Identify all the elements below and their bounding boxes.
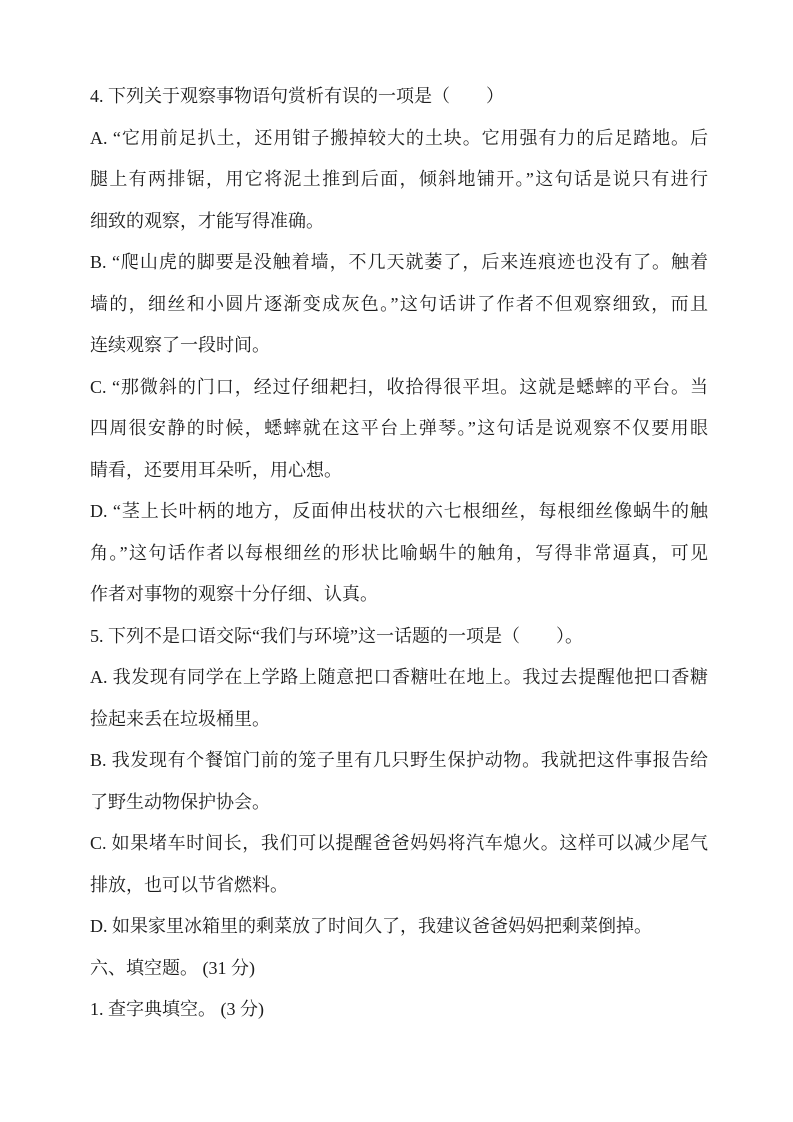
section-6-item-1: 1. 查字典填空。 (3 分) — [90, 999, 264, 1019]
text-block — [90, 76, 708, 1031]
q4-option-a-line-2: 腿上有两排锯，用它将泥土推到后面，倾斜地铺开。”这句话是说只有进行 — [90, 169, 708, 189]
q4-option-c-line-1: C. “那微斜的门口，经过仔细耙扫，收拾得很平坦。这就是蟋蟀的平台。当 — [90, 376, 708, 397]
q5-option-c-line-1: C. 如果堵车时间长，我们可以提醒爸爸妈妈将汽车熄火。这样可以减少尾气 — [90, 833, 708, 853]
q5-option-d: D. 如果家里冰箱里的剩菜放了时间久了，我建议爸爸妈妈把剩菜倒掉。 — [90, 916, 652, 936]
q4-option-b-line-3: 连续观察了一段时间。 — [90, 335, 270, 355]
section-6-heading: 六、填空题。 (31 分) — [90, 957, 255, 978]
q5-option-a-line-1: A. 我发现有同学在上学路上随意把口香糖吐在地上。我过去提醒他把口香糖 — [90, 667, 708, 687]
q4-stem: 4. 下列关于观察事物语句赏析有误的一项是（ ） — [90, 86, 504, 106]
q4-option-c-line-2: 四周很安静的时候，蟋蟀就在这平台上弹琴。”这句话是说观察不仅要用眼 — [90, 418, 708, 438]
q4-option-c-line-3: 睛看，还要用耳朵听，用心想。 — [90, 459, 342, 480]
q4-option-a-line-3: 细致的观察，才能写得准确。 — [90, 210, 324, 231]
q4-option-d-line-2: 角。”这句话作者以每根细丝的形状比喻蜗牛的触角，写得非常逼真，可见 — [90, 542, 708, 563]
q4-option-a-line-1: A. “它用前足扒土，还用钳子搬掉较大的土块。它用强有力的后足踏地。后 — [90, 127, 708, 148]
q4-option-d-line-3: 作者对事物的观察十分仔细、认真。 — [90, 584, 378, 604]
q4-option-d-line-1: D. “茎上长叶柄的地方，反面伸出枝状的六七根细丝，每根细丝像蜗牛的触 — [90, 501, 708, 521]
q4-option-b-line-2: 墙的，细丝和小圆片逐渐变成灰色。”这句话讲了作者不但观察细致，而且 — [90, 293, 708, 314]
q5-option-b-line-2: 了野生动物保护协会。 — [90, 791, 270, 812]
q5-option-c-line-2: 排放，也可以节省燃料。 — [90, 874, 288, 895]
q4-option-b-line-1: B. “爬山虎的脚要是没触着墙，不几天就萎了，后来连痕迹也没有了。触着 — [90, 252, 708, 272]
q5-option-b-line-1: B. 我发现有个餐馆门前的笼子里有几只野生保护动物。我就把这件事报告给 — [90, 750, 708, 770]
q5-stem: 5. 下列不是口语交际“我们与环境”这一话题的一项是（ ）。 — [90, 625, 583, 646]
q5-option-a-line-2: 捡起来丢在垃圾桶里。 — [90, 708, 270, 729]
